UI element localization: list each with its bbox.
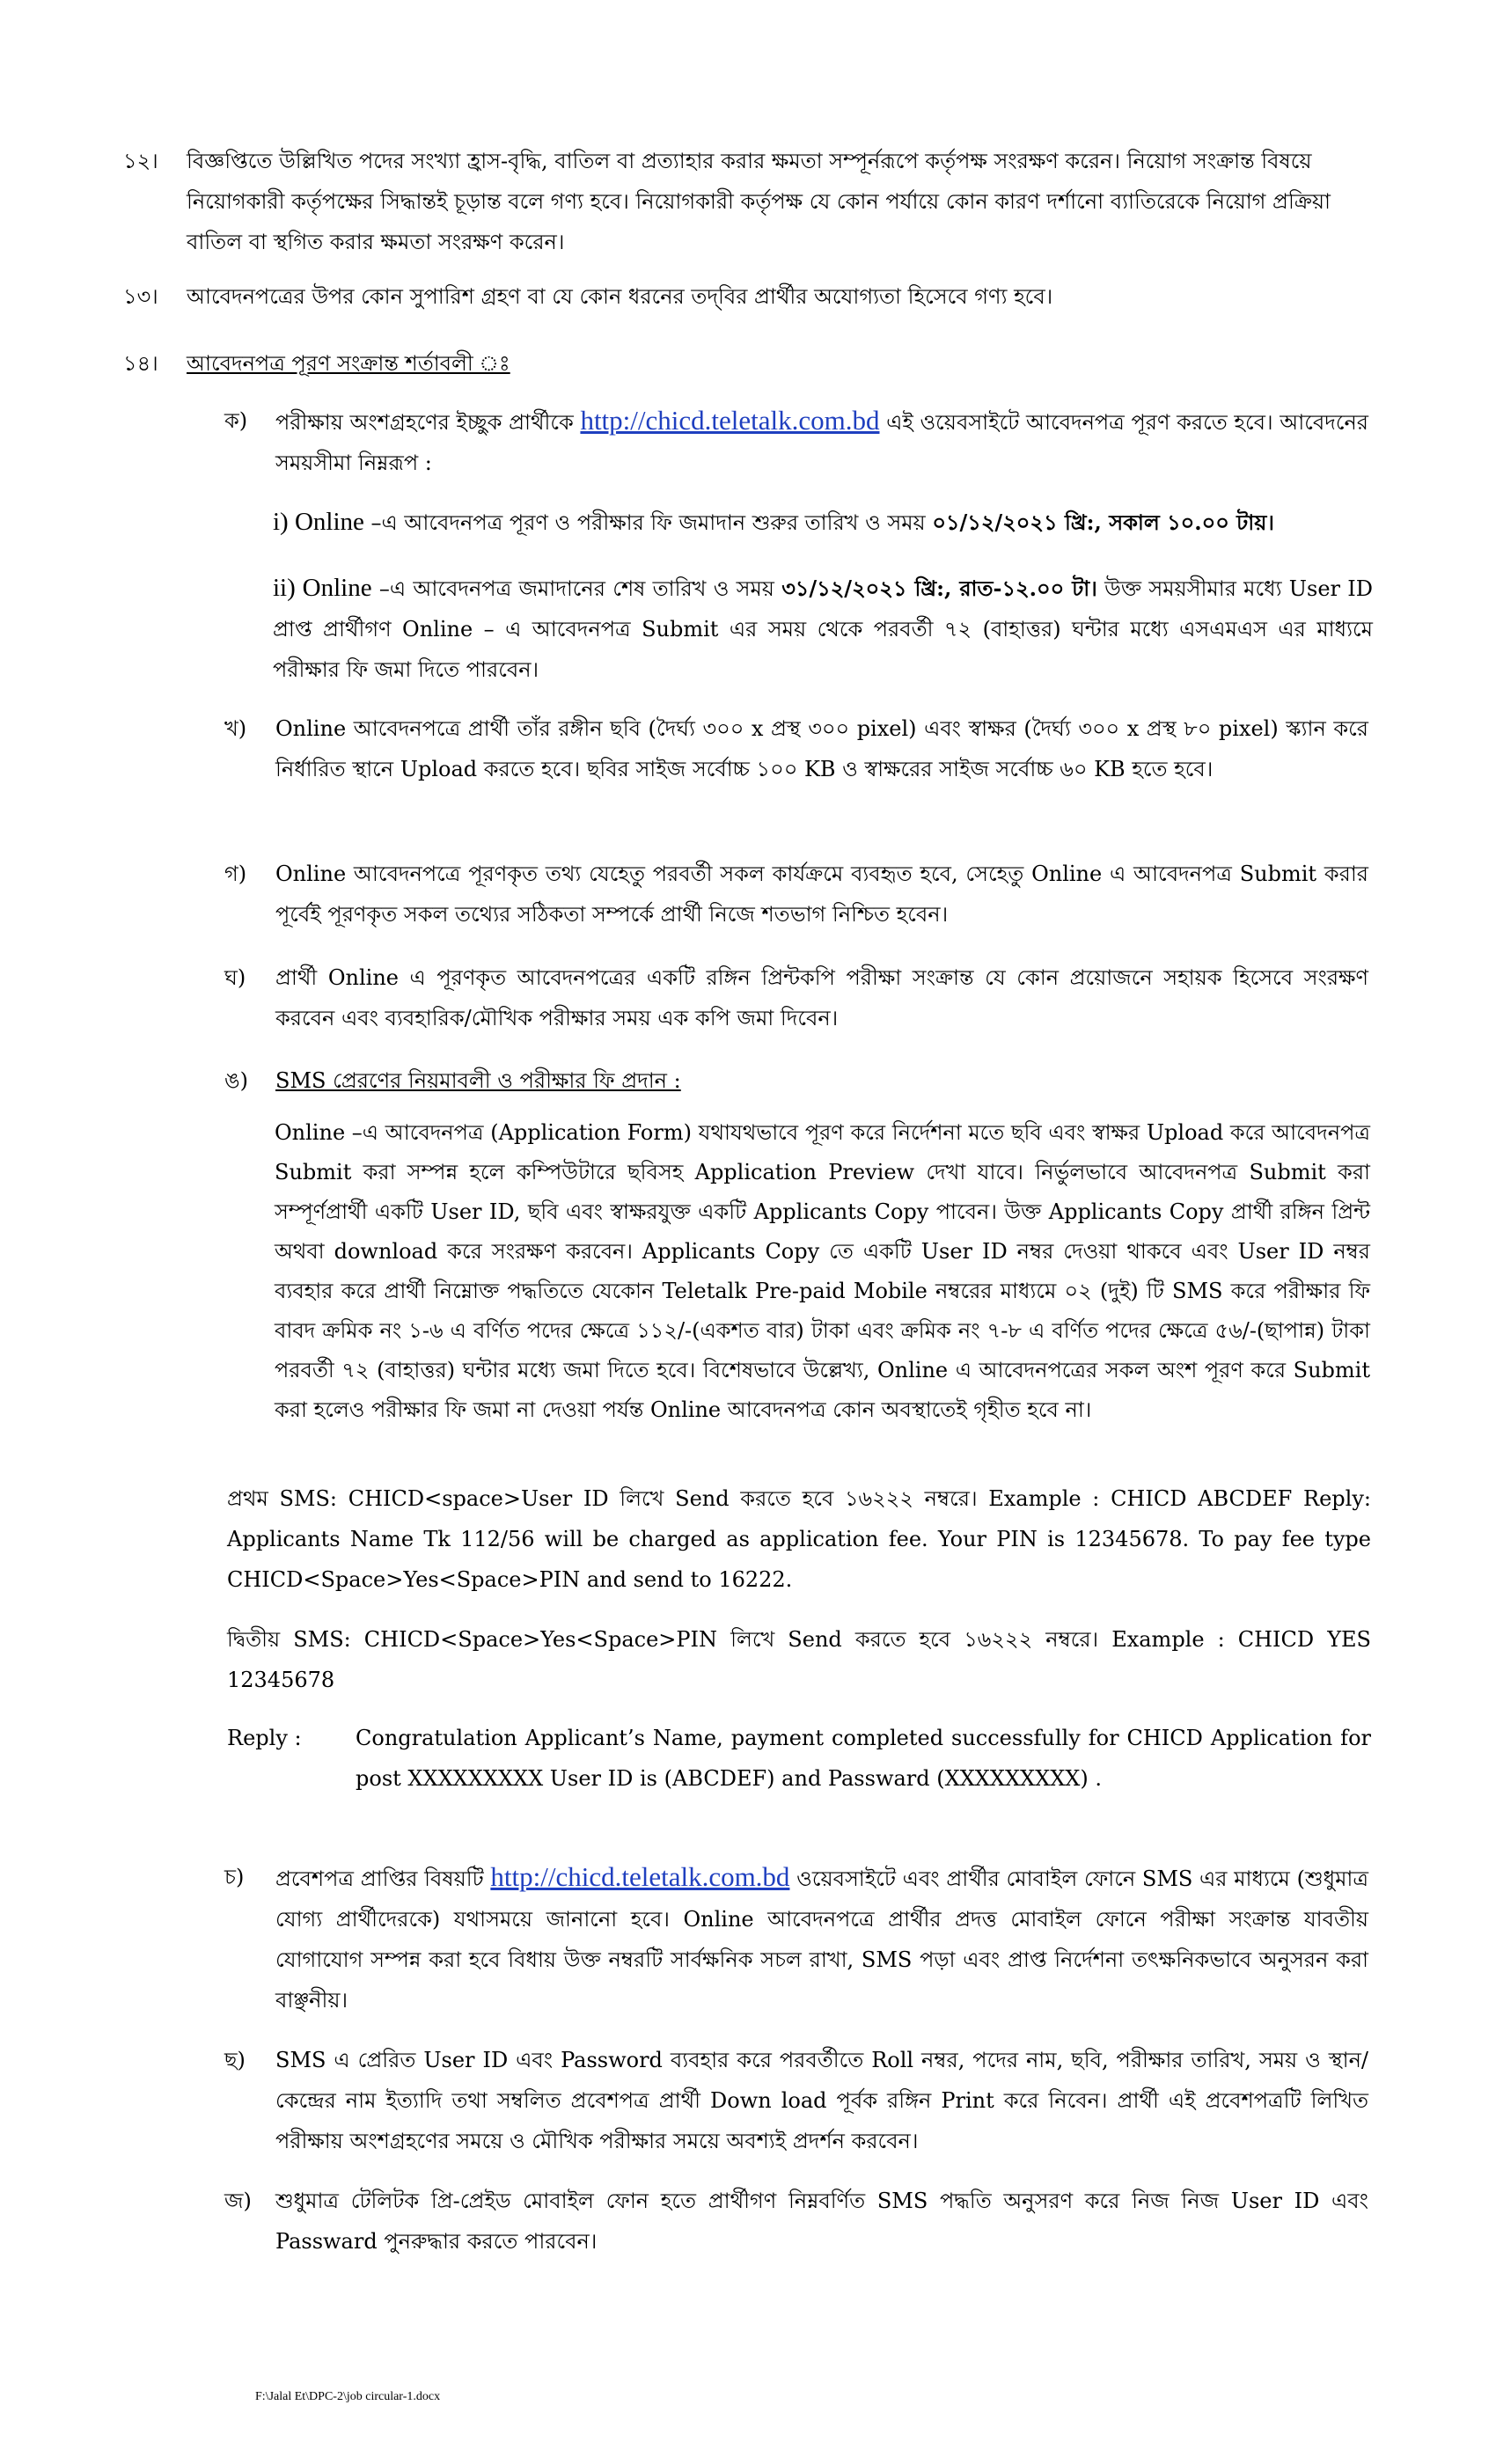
item-14-number: ১৪।: [123, 351, 158, 376]
item-cha-body: [275, 1857, 1368, 2020]
item-ka-body: [275, 400, 1368, 483]
item-ka-ii-text: –এ আবেদনপত্র জমাদানের শেষ তারিখ ও সময়: [371, 576, 782, 601]
file-path-footer: F:\Jalal Et\DPC-2\job circular-1.docx: [255, 2390, 441, 2403]
item-ka-ii-label: ii) Online: [273, 574, 372, 602]
item-uma-label: ঙ): [224, 1068, 248, 1093]
item-chha: [224, 2040, 1368, 2163]
item-14-heading: আবেদনপত্র পূরণ সংক্রান্ত শর্তাবলী ঃ: [187, 351, 510, 376]
item-12: [123, 141, 1373, 264]
item-ka-ii: [273, 568, 1373, 690]
item-ja: [224, 2181, 1368, 2262]
sms-instructions: Online –এ আবেদনপত্র (Application Form) যথাযথভাবে পূরণ করে নির্দেশনা মতে ছবি এবং স্বাক্ষর Upload করে আবেদনপত্র Submit করা সম্পন্ন হলে কম্পিউটারে ছবিসহ Application Preview দেখা যাবে। নির্ভুলভাবে আবেদনপত্র Submit করা সম্পূর্ণপ্রার্থী একটি User ID, ছবি এবং স্বাক্ষরযুক্ত একটি Applicants Copy পাবেন। উক্ত Applicants Copy প্রার্থী রঙ্গিন প্রিন্ট অথবা download করে সংরক্ষণ করবেন। Applicants Copy তে একটি User ID নম্বর দেওয়া থাকবে এবং User ID নম্বর ব্যবহার করে প্রার্থী নিম্নোক্ত পদ্ধতিতে যেকোন Teletalk Pre-paid Mobile নম্বরের মাধ্যমে ০২ (দুই) টি SMS করে পরীক্ষার ফি বাবদ ক্রমিক নং ১-৬ এ বর্ণিত পদের ক্ষেত্রে ১১২/-(একশত বার) টাকা এবং ক্রমিক নং ৭-৮ এ বর্ণিত পদের ক্ষেত্রে ৫৬/-(ছাপান্ন) টাকা পরবর্তী ৭২ (বাহাত্তর) ঘন্টার মধ্যে জমা দিতে হবে। বিশেষভাবে উল্লেখ্য, Online এ আবেদনপত্রের সকল অংশ পূরণ করে Submit করা হলেও পরীক্ষার ফি জমা না দেওয়া পর্যন্ত Online আবেদনপত্র কোন অবস্থাতেই গৃহীত হবে না।: [275, 1120, 1371, 1422]
reply-label: Reply :: [227, 1726, 302, 1750]
teletalk-link[interactable]: http://chicd.teletalk.com.bd: [580, 405, 880, 436]
item-ga-label: গ): [224, 862, 247, 886]
item-ka: [224, 400, 1368, 480]
sms-second: দ্বিতীয় SMS: CHICD<Space>Yes<Space>PIN লিখে Send করতে হবে ১৬২২২ নম্বরে। Example : CHICD YES 12345678: [227, 1627, 1371, 1692]
item-ga-text: Online আবেদনপত্রে পূরণকৃত তথ্য যেহেতু পরবর্তী সকল কার্যক্রমে ব্যবহৃত হবে, সেহেতু Online এ আবেদনপত্র Submit করার পূর্বেই পূরণকৃত সকল তথ্যের সঠিকতা সম্পর্কে প্রার্থী নিজে শতভাগ নিশ্চিত হবেন।: [275, 862, 1368, 927]
item-chha-label: ছ): [224, 2048, 246, 2072]
item-gha-label: ঘ): [224, 965, 246, 990]
item-13-text: আবেদনপত্রের উপর কোন সুপারিশ গ্রহণ বা যে কোন ধরনের তদ্‌বির প্রার্থীর অযোগ্যতা হিসেবে গণ্য হবে।: [187, 284, 1053, 309]
item-ka-i-label: i) Online: [273, 508, 364, 536]
sms-first: প্রথম SMS: CHICD<space>User ID লিখে Send করতে হবে ১৬২২২ নম্বরে। Example : CHICD ABCDEF Reply: Applicants Name Tk 112/56 will be charged as application fee. Your PIN is 12345678. To pay fee type CHICD<Space>Yes<Space>PIN and send to 16222.: [227, 1486, 1371, 1592]
item-gha-text: প্রার্থী Online এ পূরণকৃত আবেদনপত্রের একটি রঙ্গিন প্রিন্টকপি পরীক্ষা সংক্রান্ত যে কোন প্রয়োজনে সহায়ক হিসেবে সংরক্ষণ করবেন এবং ব্যবহারিক/মৌখিক পরীক্ষার সময় এক কপি জমা দিবেন।: [275, 965, 1368, 1030]
item-cha-label: চ): [224, 1865, 245, 1889]
item-kha-text: Online আবেদনপত্রে প্রার্থী তাঁর রঙ্গীন ছবি (দৈর্ঘ্য ৩০০ x প্রস্থ ৩০০ pixel) এবং স্বাক্ষর (দৈর্ঘ্য ৩০০ x প্রস্থ ৮০ pixel) স্ক্যান করে নির্ধারিত স্থানে Upload করতে হবে। ছবির সাইজ সর্বোচ্চ ১০০ KB ও স্বাক্ষরের সাইজ সর্বোচ্চ ৬০ KB হতে হবে।: [275, 716, 1368, 781]
item-ja-text: শুধুমাত্র টেলিটক প্রি-প্রেইড মোবাইল ফোন হতে প্রার্থীগণ নিম্নবর্ণিত SMS পদ্ধতি অনুসরণ করে নিজ নিজ User ID এবং Passward পুনরুদ্ধার করতে পারবেন।: [275, 2189, 1368, 2254]
item-chha-text: SMS এ প্রেরিত User ID এবং Password ব্যবহার করে পরবর্তীতে Roll নম্বর, পদের নাম, ছবি, পরীক্ষার তারিখ, সময় ও স্থান/কেন্দ্রের নাম ইত্যাদি তথা সম্বলিত প্রবেশপত্র প্রার্থী Down load পূর্বক রঙ্গিন Print করে নিবেন। প্রার্থী এই প্রবেশপত্রটি লিখিত পরীক্ষায় অংশগ্রহণের সময়ে ও মৌখিক পরীক্ষার সময়ে অবশ্যই প্রদর্শন করবেন।: [275, 2048, 1368, 2153]
item-uma-heading: SMS প্রেরণের নিয়মাবলী ও পরীক্ষার ফি প্রদান :: [275, 1068, 681, 1093]
item-13-number: ১৩।: [123, 284, 158, 309]
item-gha: [224, 957, 1368, 1038]
item-ja-label: জ): [224, 2189, 252, 2213]
item-ka-i-date: ০১/১২/২০২১ খ্রি:, সকাল ১০.০০ টায়।: [932, 510, 1274, 535]
item-cha-post: ওয়েবসাইটে এবং প্রার্থীর মোবাইল ফোনে SMS এর মাধ্যমে (শুধুমাত্র যোগ্য প্রার্থীদেরকে) যথাসময়ে জানানো হবে। Online আবেদনপত্রে প্রার্থীর প্রদত্ত মোবাইল ফোনে পরীক্ষা সংক্রান্ত যাবতীয় যোগাযোগ সম্পন্ন করা হবে বিধায় উক্ত নম্বরটি সার্বক্ষনিক সচল রাখা, SMS পড়া এবং প্রাপ্ত নির্দেশনা তৎক্ষনিকভাবে অনুসরন করা বাঞ্ছনীয়।: [275, 1866, 1368, 2013]
item-12-number: ১২।: [123, 149, 158, 173]
item-13: [123, 276, 1373, 317]
item-kha-label: খ): [224, 716, 247, 741]
item-kha: [224, 708, 1368, 832]
sms-reply: [227, 1718, 1371, 1799]
item-ka-label: ক): [224, 408, 248, 433]
item-12-text: বিজ্ঞপ্তিতে উল্লিখিত পদের সংখ্যা হ্রাস-বৃদ্ধি, বাতিল বা প্রত্যাহার করার ক্ষমতা সম্পূর্নরূপে কর্তৃপক্ষ সংরক্ষণ করেন। নিয়োগ সংক্রান্ত বিষয়ে নিয়োগকারী কর্তৃপক্ষের সিদ্ধান্তই চূড়ান্ত বলে গণ্য হবে। নিয়োগকারী কর্তৃপক্ষ যে কোন পর্যায়ে কোন কারণ দর্শানো ব্যাতিরেকে নিয়োগ প্রক্রিয়া বাতিল বা স্থগিত করার ক্ষমতা সংরক্ষণ করেন।: [187, 149, 1331, 254]
teletalk-link-2[interactable]: http://chicd.teletalk.com.bd: [490, 1861, 790, 1892]
item-ka-i-text: –এ আবেদনপত্র পূরণ ও পরীক্ষার ফি জমাদান শুরুর তারিখ ও সময়: [363, 510, 933, 535]
item-ka-i: [273, 502, 1373, 543]
item-14: [123, 343, 1373, 384]
item-cha-pre: প্রবেশপত্র প্রাপ্তির বিষয়টি: [275, 1866, 491, 1891]
item-ka-pre: পরীক্ষায় অংশগ্রহণের ইচ্ছুক প্রার্থীকে: [275, 410, 581, 435]
item-cha: [224, 1857, 1368, 2024]
item-ka-post: এই ওয়েবসাইটে আবেদনপত্র পূরণ করতে হবে। আবেদনের সময়সীমা নিম্নরূপ :: [275, 410, 1368, 475]
item-ka-ii-rest: উক্ত সময়সীমার মধ্যে User ID প্রাপ্ত প্রার্থীগণ Online – এ আবেদনপত্র Submit এর সময় থেকে পরবর্তী ৭২ (বাহাত্তর) ঘন্টার মধ্যে এসএমএস এর মাধ্যমে পরীক্ষার ফি জমা দিতে পারবেন।: [273, 576, 1373, 682]
item-ga: [224, 854, 1368, 935]
item-uma: [224, 1060, 1368, 1101]
reply-text: Congratulation Applicant’s Name, payment completed successfully for CHICD Application for post XXXXXXXXX User ID is (ABCDEF) and Passward (XXXXXXXXX) .: [356, 1726, 1371, 1791]
item-ka-ii-date: ৩১/১২/২০২১ খ্রি:, রাত-১২.০০ টা।: [781, 576, 1097, 601]
